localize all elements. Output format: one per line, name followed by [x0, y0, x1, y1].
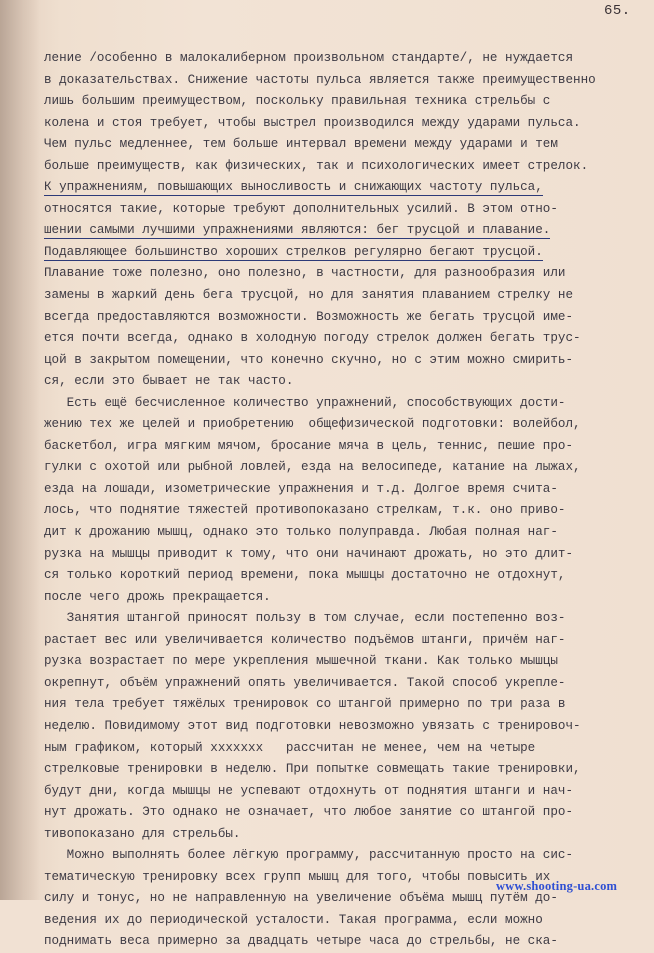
text-line: силу и тонус, но не направленную на увеличение объёма мышц путём до-	[44, 891, 558, 906]
page-number: 65.	[604, 3, 631, 19]
text-line: Занятия штангой приносят пользу в том случае, если постепенно воз-	[44, 611, 566, 626]
text-line: неделю. Повидимому этот вид подготовки невозможно увязать с тренировоч-	[44, 718, 581, 733]
text-line: тивопоказано для стрельбы.	[44, 826, 241, 841]
text-line: цой в закрытом помещении, что конечно скучно, но с этим можно смирить-	[44, 352, 574, 367]
text-line: рузка на мышцы приводит к тому, что они начинают дрожать, но это длит-	[44, 546, 574, 561]
text-line: езда на лошади, изометрические упражнения и т.д. Долгое время счита-	[44, 481, 558, 496]
text-line: после чего дрожь прекращается.	[44, 589, 271, 604]
text-line-underlined	[44, 242, 650, 264]
text-line: баскетбол, игра мягким мячом, бросание мяча в цель, теннис, пешие про-	[44, 438, 574, 453]
text-line: Есть ещё бесчисленное количество упражнений, способствующих дости-	[44, 395, 566, 410]
text-line: замены в жаркий день бега трусцой, но для занятия плаванием стрелку не	[44, 288, 574, 303]
text-line: поднимать веса примерно за двадцать четыре часа до стрельбы, не ска-	[44, 934, 558, 949]
text-line: относятся такие, которые требуют дополнительных усилий. В этом отно-	[44, 201, 558, 216]
book-gutter-shadow	[0, 0, 40, 900]
text-line: лось, что поднятие тяжестей противопоказано стрелкам, т.к. оно приво-	[44, 503, 566, 518]
underlined-phrase: шении самыми лучшими упражнениями являются: бег трусцой и плавание.	[44, 223, 551, 238]
text-line: ся только короткий период времени, пока мышцы достаточно не отдохнут,	[44, 568, 566, 583]
text-line: ведения их до периодической усталости. Такая программа, если можно	[44, 912, 543, 927]
text-line: стрелковые тренировки в неделю. При попытке совмещать такие тренировки,	[44, 762, 581, 777]
text-line: ния тела требует тяжёлых тренировок со штангой примерно по три раза в	[44, 697, 566, 712]
text-line: гулки с охотой или рыбной ловлей, езда на велосипеде, катание на лыжах,	[44, 460, 581, 475]
underlined-phrase: Подавляющее большинство хороших стрелков регулярно бегают трусцой.	[44, 244, 543, 259]
text-line: ется почти всегда, однако в холодную погоду стрелок должен бегать трус-	[44, 331, 581, 346]
text-line: ление /особенно в малокалиберном произвольном стандарте/, не нуждается	[44, 51, 574, 65]
text-line-underlined	[44, 177, 650, 199]
text-line: Плавание тоже полезно, оно полезно, в частности, для разнообразия или	[44, 266, 566, 281]
text-line: Можно выполнять более лёгкую программу, рассчитанную просто на сис-	[44, 848, 574, 863]
text-line: ся, если это бывает не так часто.	[44, 374, 294, 389]
text-line: дит к дрожанию мышц, однако это только полуправда. Любая полная наг-	[44, 525, 558, 540]
text-line: всегда предоставляются возможности. Возможность же бегать трусцой име-	[44, 309, 574, 324]
text-line: тематическую тренировку всех групп мышц для того, чтобы повысить их	[44, 869, 551, 884]
watermark-url: www.shooting-ua.com	[496, 879, 618, 893]
text-line: нут дрожать. Это однако не означает, что любое занятие со штангой про-	[44, 805, 574, 820]
text-line: Чем пульс медленнее, тем больше интервал времени между ударами и тем	[44, 137, 558, 152]
text-line: жению тех же целей и приобретению общефизической подготовки: волейбол,	[44, 417, 581, 432]
text-line: ным графиком, который ххххххх рассчитан не менее, чем на четыре	[44, 740, 536, 755]
text-line: рузка возрастает по мере укрепления мышечной ткани. Как только мышцы	[44, 654, 558, 669]
underlined-phrase: К упражнениям, повышающих выносливость и снижающих частоту пульса,	[44, 180, 543, 195]
text-line: лишь большим преимуществом, поскольку правильная техника стрельбы с	[44, 94, 551, 109]
text-line: в доказательствах. Снижение частоты пульса является также преимущественно	[44, 72, 596, 87]
text-line: будут дни, когда мышцы не успевают отдохнуть от поднятия штанги и нач-	[44, 783, 574, 798]
text-line: растает вес или увеличивается количество подъёмов штанги, причём наг-	[44, 632, 566, 647]
text-line: окрепнут, объём упражнений опять увеличивается. Такой способ укрепле-	[44, 675, 566, 690]
text-line: больше преимуществ, как физических, так и психологических имеет стрелок.	[44, 158, 589, 173]
text-line: колена и стоя требует, чтобы выстрел производился между ударами пульса.	[44, 115, 581, 130]
text-line-underlined	[44, 220, 650, 242]
body-text	[44, 48, 650, 953]
